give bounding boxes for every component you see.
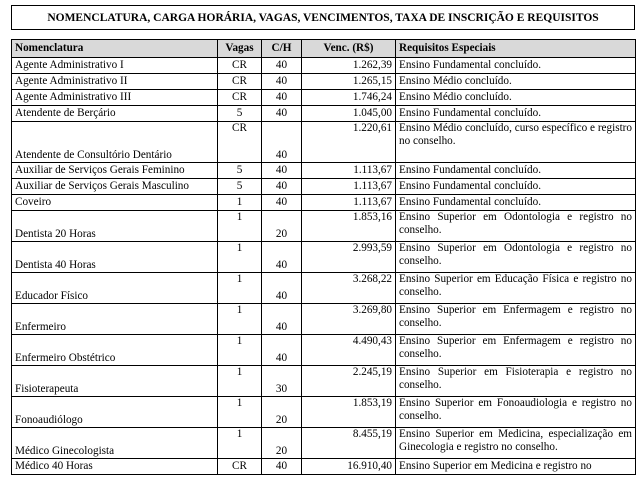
cell-requisitos: Ensino Médio concluído. <box>396 90 636 106</box>
table-row <box>12 242 636 273</box>
cell-carga-horaria: 40 <box>262 90 302 106</box>
cell-carga-horaria: 40 <box>262 273 302 304</box>
table-row <box>12 366 636 397</box>
cell-vagas: CR <box>218 90 262 106</box>
cell-vagas: 5 <box>218 163 262 179</box>
table-row <box>12 58 636 74</box>
cell-nomenclatura: Fonoaudiólogo <box>12 397 218 428</box>
cell-nomenclatura: Agente Administrativo I <box>12 58 218 74</box>
cell-vagas: 5 <box>218 106 262 122</box>
cell-carga-horaria: 40 <box>262 304 302 335</box>
cell-requisitos: Ensino Fundamental concluído. <box>396 106 636 122</box>
cell-nomenclatura: Dentista 20 Horas <box>12 211 218 242</box>
cell-requisitos: Ensino Médio concluído, curso específico e registro no conselho. <box>396 122 636 163</box>
cell-vagas: CR <box>218 74 262 90</box>
cell-requisitos: Ensino Superior em Odontologia e registro no conselho. <box>396 242 636 273</box>
cell-vencimento: 3.268,22 <box>302 273 396 304</box>
cell-nomenclatura: Atendente de Consultório Dentário <box>12 122 218 163</box>
cell-carga-horaria: 40 <box>262 335 302 366</box>
document-title: NOMENCLATURA, CARGA HORÁRIA, VAGAS, VENCIMENTOS, TAXA DE INSCRIÇÃO E REQUISITOS <box>11 5 635 30</box>
cell-requisitos: Ensino Médio concluído. <box>396 74 636 90</box>
cell-vagas: 1 <box>218 397 262 428</box>
table-row <box>12 273 636 304</box>
cell-carga-horaria: 40 <box>262 106 302 122</box>
cell-nomenclatura: Enfermeiro <box>12 304 218 335</box>
cell-vencimento: 1.113,67 <box>302 195 396 211</box>
cell-requisitos: Ensino Superior em Fisioterapia e registro no conselho. <box>396 366 636 397</box>
header-vencimentos: Venc. (R$) <box>302 40 396 58</box>
table-row <box>12 211 636 242</box>
cell-vencimento: 1.853,16 <box>302 211 396 242</box>
cell-vagas: 1 <box>218 428 262 459</box>
table-row <box>12 74 636 90</box>
cell-carga-horaria: 40 <box>262 242 302 273</box>
cell-carga-horaria: 40 <box>262 74 302 90</box>
cell-nomenclatura: Auxiliar de Serviços Gerais Feminino <box>12 163 218 179</box>
cell-requisitos: Ensino Fundamental concluído. <box>396 163 636 179</box>
table-row <box>12 397 636 428</box>
cell-requisitos: Ensino Superior em Educação Física e registro no conselho. <box>396 273 636 304</box>
table-row <box>12 195 636 211</box>
cell-carga-horaria: 40 <box>262 179 302 195</box>
cell-vagas: 1 <box>218 335 262 366</box>
cell-vencimento: 3.269,80 <box>302 304 396 335</box>
table-row <box>12 428 636 459</box>
cell-requisitos: Ensino Superior em Fonoaudiologia e registro no conselho. <box>396 397 636 428</box>
cell-carga-horaria: 40 <box>262 459 302 475</box>
cell-vencimento: 4.490,43 <box>302 335 396 366</box>
cell-carga-horaria: 20 <box>262 428 302 459</box>
cell-nomenclatura: Médico 40 Horas <box>12 459 218 475</box>
cell-vencimento: 1.746,24 <box>302 90 396 106</box>
cell-vagas: 1 <box>218 211 262 242</box>
header-nomenclatura: Nomenclatura <box>12 40 218 58</box>
cell-vencimento: 2.245,19 <box>302 366 396 397</box>
cell-vagas: 1 <box>218 273 262 304</box>
cell-nomenclatura: Dentista 40 Horas <box>12 242 218 273</box>
cell-carga-horaria: 40 <box>262 122 302 163</box>
cell-nomenclatura: Enfermeiro Obstétrico <box>12 335 218 366</box>
positions-table <box>11 39 636 475</box>
table-row <box>12 122 636 163</box>
cell-nomenclatura: Atendente de Berçário <box>12 106 218 122</box>
cell-nomenclatura: Coveiro <box>12 195 218 211</box>
cell-nomenclatura: Fisioterapeuta <box>12 366 218 397</box>
cell-vencimento: 1.045,00 <box>302 106 396 122</box>
cell-nomenclatura: Agente Administrativo III <box>12 90 218 106</box>
cell-carga-horaria: 40 <box>262 163 302 179</box>
table-row <box>12 90 636 106</box>
cell-vagas: 5 <box>218 179 262 195</box>
table-row <box>12 335 636 366</box>
table-row <box>12 106 636 122</box>
cell-nomenclatura: Auxiliar de Serviços Gerais Masculino <box>12 179 218 195</box>
cell-vencimento: 1.262,39 <box>302 58 396 74</box>
cell-carga-horaria: 40 <box>262 58 302 74</box>
cell-vagas: CR <box>218 58 262 74</box>
cell-vagas: 1 <box>218 242 262 273</box>
cell-requisitos: Ensino Superior em Medicina, especialização em Ginecologia e registro no conselho. <box>396 428 636 459</box>
header-vagas: Vagas <box>218 40 262 58</box>
cell-vencimento: 1.853,19 <box>302 397 396 428</box>
cell-nomenclatura: Educador Físico <box>12 273 218 304</box>
cell-vencimento: 1.220,61 <box>302 122 396 163</box>
cell-carga-horaria: 30 <box>262 366 302 397</box>
cell-carga-horaria: 40 <box>262 195 302 211</box>
cell-vencimento: 1.113,67 <box>302 163 396 179</box>
cell-requisitos: Ensino Superior em Medicina e registro no <box>396 459 636 475</box>
cell-requisitos: Ensino Fundamental concluído. <box>396 58 636 74</box>
cell-vagas: CR <box>218 122 262 163</box>
cell-carga-horaria: 20 <box>262 211 302 242</box>
cell-nomenclatura: Agente Administrativo II <box>12 74 218 90</box>
cell-vencimento: 1.113,67 <box>302 179 396 195</box>
table-row <box>12 179 636 195</box>
cell-vagas: 1 <box>218 366 262 397</box>
cell-vencimento: 2.993,59 <box>302 242 396 273</box>
table-row <box>12 459 636 475</box>
cell-vencimento: 16.910,40 <box>302 459 396 475</box>
cell-vagas: CR <box>218 459 262 475</box>
cell-requisitos: Ensino Superior em Enfermagem e registro no conselho. <box>396 304 636 335</box>
cell-requisitos: Ensino Superior em Odontologia e registro no conselho. <box>396 211 636 242</box>
table-header-row <box>12 40 636 58</box>
cell-vagas: 1 <box>218 195 262 211</box>
cell-nomenclatura: Médico Ginecologista <box>12 428 218 459</box>
header-requisitos: Requisitos Especiais <box>396 40 636 58</box>
table-row <box>12 304 636 335</box>
cell-vagas: 1 <box>218 304 262 335</box>
cell-carga-horaria: 20 <box>262 397 302 428</box>
header-carga-horaria: C/H <box>262 40 302 58</box>
cell-requisitos: Ensino Fundamental concluído. <box>396 195 636 211</box>
table-row <box>12 163 636 179</box>
cell-requisitos: Ensino Fundamental concluído. <box>396 179 636 195</box>
cell-vencimento: 1.265,15 <box>302 74 396 90</box>
cell-requisitos: Ensino Superior em Enfermagem e registro no conselho. <box>396 335 636 366</box>
cell-vencimento: 8.455,19 <box>302 428 396 459</box>
